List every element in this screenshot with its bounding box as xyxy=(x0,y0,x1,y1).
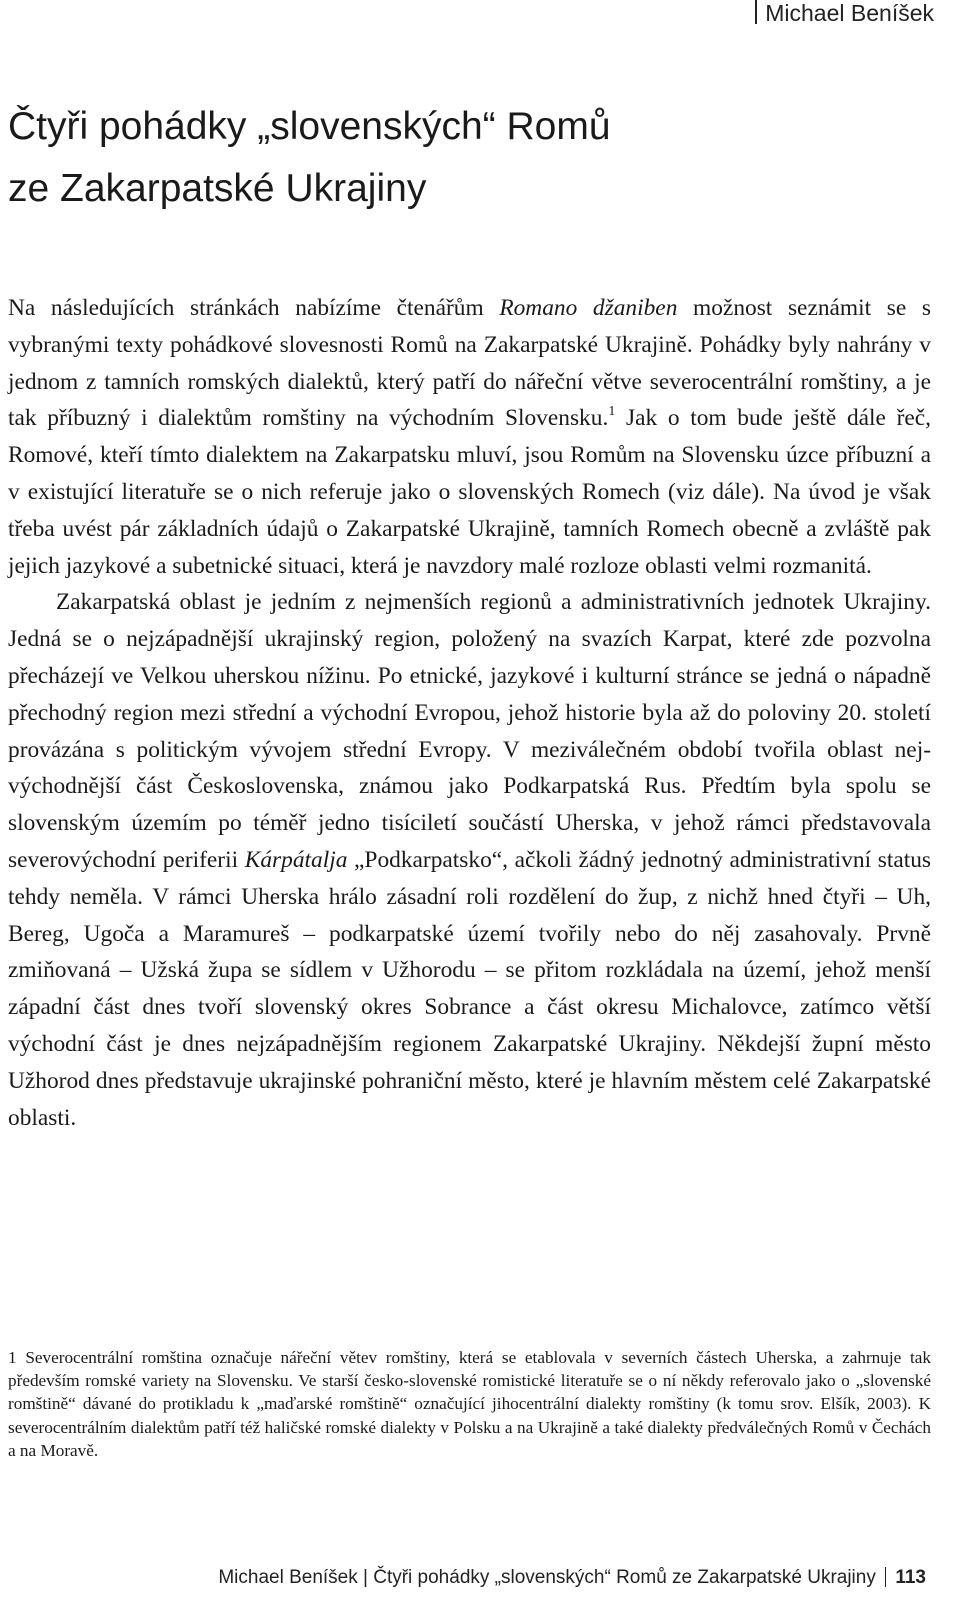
header-rule xyxy=(755,0,757,24)
footnote-1: 1 Severocentrální romština označuje nářeční větev romštiny, která se etablovala v severních částech Uherska, a zahrnuje tak především romské variety na Slovensku. Ve starší česko-slovenské romistické literatuře se o ní někdy referovalo jako o „slovenské romštině“ dávané do protikladu k „maďarské romštině“ označující jihocentrální dialekty romštiny (k tomu srov. Elšík, 2003). K severocentrálním dialektům patří též haličské romské dialekty v Polsku a na Ukrajině a také dialekty předválečných Romů v Čechách a na Moravě. xyxy=(8,1348,931,1460)
paragraph-2-text-a: Zakarpatská oblast je jedním z nejmenších regionů a administrativních jednotek Ukrajiny. Jedná se o nejzápadnější ukrajinský region, položený na svazích Karpat, které zde pozvolna přecházejí ve Velkou uherskou nížinu. Po etnické, jazykové i kulturní stránce se jedná o nápadně přechodný region mezi střední a východní Evropou, jehož historie byla až do poloviny 20. století provázána s politickým vývojem střední Evropy. V meziválečném období tvořila oblast nejvýchodnější část Československa, známou jako Podkarpatská Rus. Předtím byla spolu se slovenským územím po téměř jedno tisíciletí součástí Uherska, v jehož rámci představovala severovýchodní periferii xyxy=(8,589,931,873)
paragraph-1-text-b: možnost seznámit se s vybranými texty pohádkové slovesnosti Romů na Zakarpatské Ukrajině. Pohádky byly nahrány v jednom z tamních romských dialektů, který patří do nářeční větve severocentrální romštiny, a je tak příbuzný i dialektům romštiny na východním Slovensku. xyxy=(8,295,931,432)
paragraph-1-text-a: Na následujících stránkách nabízíme čtenářům xyxy=(8,295,500,321)
running-head xyxy=(755,0,934,27)
article-title xyxy=(8,96,888,220)
place-name: Kárpátalja xyxy=(244,846,348,873)
paragraph-1-text-c: Jak o tom bude ještě dále řeč, Romové, kteří tímto dialektem na Zakarpatsku mluví, jsou Romům na Slovensku úzce příbuzní a v existující literatuře se o nich referuje jako o slovenských Romech (viz dále). Na úvod je však třeba uvést pár základních údajů o Zakarpatské Ukrajině, tamních Romech obecně a zvláště pak jejich jazykové a subetnické situaci, která je navzdory malé rozloze oblasti velmi rozmanitá. xyxy=(8,405,931,579)
paragraph-1 xyxy=(8,290,931,584)
header-author: Michael Beníšek xyxy=(765,0,934,26)
page-number: 113 xyxy=(895,1567,926,1588)
footer-running-title: Michael Beníšek | Čtyři pohádky „slovenských“ Romů ze Zakarpatské Ukrajiny xyxy=(218,1567,876,1588)
footnote-reference[interactable]: 1 xyxy=(608,404,616,420)
page-footer xyxy=(218,1567,926,1589)
article-title-line-2: ze Zakarpatské Ukrajiny xyxy=(8,167,427,210)
journal-name: Romano džaniben xyxy=(499,295,678,321)
article-title-line-1: Čtyři pohádky „slovenských“ Romů xyxy=(8,105,611,148)
paragraph-2-text-b: „Podkarpatsko“, ačkoli žádný jednotný administrativní status tehdy neměla. V rámci Uherska hrálo zásadní roli rozdělení do žup, z nichž hned čtyři – Uh, Bereg, Ugoča a Maramureš – podkarpatské území tvořily nebo do něj zasahovaly. Prvně zmiňovaná – Užská župa se sídlem v Užhorodu – se přitom rozkládala na území, jehož menší západní část dnes tvoří slovenský okres Sobrance a část okresu Michalovce, zatímco větší východní část je dnes nejzápadnějším regionem Zakarpatské Ukrajiny. Někdejší župní město Užhorod dnes představuje ukrajinské pohraniční město, které je hlavním městem celé Zakarpatské oblasti. xyxy=(8,846,931,1131)
article-body xyxy=(8,290,931,1136)
paragraph-2 xyxy=(8,584,931,1136)
footer-separator xyxy=(885,1567,887,1587)
